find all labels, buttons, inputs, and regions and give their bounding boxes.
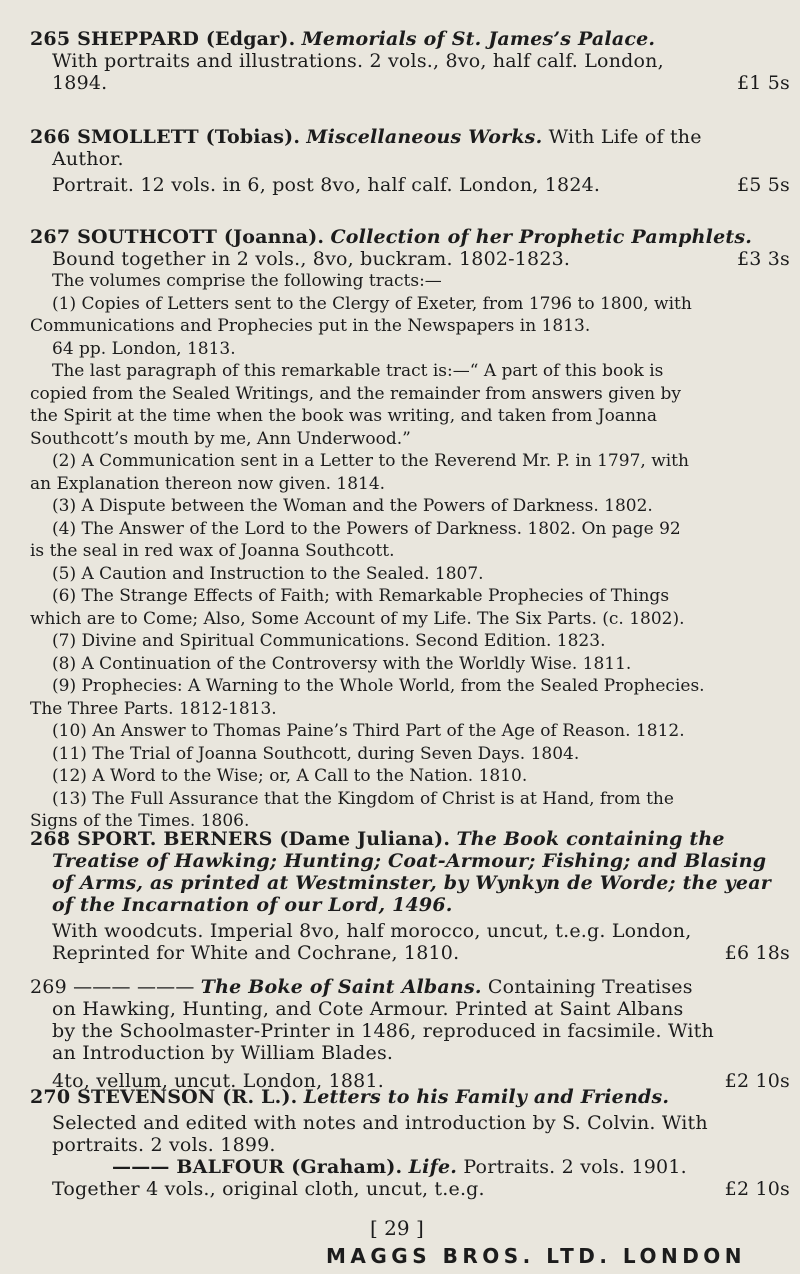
entry-description: portraits. 2 vols. 1899. bbox=[52, 1134, 276, 1156]
tract-list bbox=[30, 270, 790, 833]
entry-heading: 265 SHEPPARD (Edgar). bbox=[30, 28, 296, 50]
tract-line: (3) A Dispute between the Woman and the Powers of Darkness. 1802. bbox=[52, 496, 653, 516]
tract-line: Southcott’s mouth by me, Ann Underwood.” bbox=[30, 428, 411, 449]
entry-description: Together 4 vols., original cloth, uncut, t.e.g. £2 10s bbox=[52, 1178, 790, 1200]
entry-title: Collection of her Prophetic Pamphlets. bbox=[330, 226, 753, 248]
tract-line: (2) A Communication sent in a Letter to the Reverend Mr. P. in 1797, with bbox=[52, 451, 689, 471]
tract-line: The Three Parts. 1812-1813. bbox=[30, 698, 277, 719]
entry-description: an Introduction by William Blades. bbox=[52, 1042, 394, 1064]
entry-description: Bound together in 2 vols., 8vo, buckram. 1802-1823. £3 3s bbox=[52, 248, 790, 270]
tract-line: (1) Copies of Letters sent to the Clergy of Exeter, from 1796 to 1800, with bbox=[52, 293, 692, 314]
page-number: [ 29 ] bbox=[370, 1216, 424, 1240]
entry-description: With woodcuts. Imperial 8vo, half morocco, uncut, t.e.g. London, bbox=[52, 920, 692, 942]
entry-subtitle: Containing Treatises bbox=[487, 976, 693, 998]
entry-title: Letters to his Family and Friends. bbox=[303, 1086, 670, 1108]
tract-line: (13) The Full Assurance that the Kingdom of Christ is at Hand, from the bbox=[52, 788, 674, 809]
tract-line: (4) The Answer of the Lord to the Powers of Darkness. 1802. On page 92 bbox=[52, 518, 681, 539]
price: £2 10s bbox=[724, 1178, 790, 1200]
publisher-footer: MAGGS BROS. LTD. LONDON bbox=[326, 1244, 747, 1268]
tract-line: which are to Come; Also, Some Account of my Life. The Six Parts. (c. 1802). bbox=[30, 608, 685, 629]
entry-268 bbox=[30, 828, 790, 964]
tract-line: (5) A Caution and Instruction to the Sealed. 1807. bbox=[52, 563, 484, 584]
price: £6 18s bbox=[724, 942, 790, 964]
entry-description: on Hawking, Hunting, and Cote Armour. Printed at Saint Albans bbox=[52, 998, 684, 1020]
entry-sub-heading: ——— BALFOUR (Graham). Life. Portraits. 2 vols. 1901. bbox=[112, 1156, 687, 1178]
tract-line: copied from the Sealed Writings, and the remainder from answers given by bbox=[30, 383, 681, 404]
tract-line: (12) A Word to the Wise; or, A Call to the Nation. 1810. bbox=[52, 766, 528, 786]
entry-description: Reprinted for White and Cochrane, 1810. £6 18s bbox=[52, 942, 790, 964]
entry-description: by the Schoolmaster-Printer in 1486, reproduced in facsimile. With bbox=[52, 1020, 714, 1042]
entry-title-continued: of Arms, as printed at Westminster, by Wynkyn de Worde; the year bbox=[52, 872, 771, 894]
entry-title-continued: of the Incarnation of our Lord, 1496. bbox=[52, 894, 453, 916]
tract-line: The volumes comprise the following tracts:— bbox=[52, 271, 442, 291]
tract-line: (8) A Continuation of the Controversy with the Worldly Wise. 1811. bbox=[52, 653, 632, 674]
entry-heading: 269 ——— ——— bbox=[30, 976, 195, 998]
tract-line: Communications and Prophecies put in the Newspapers in 1813. bbox=[30, 316, 591, 336]
entry-title: Miscellaneous Works. bbox=[306, 126, 543, 148]
entry-265 bbox=[30, 28, 790, 94]
entry-description: 1894. £1 5s bbox=[52, 72, 790, 94]
tract-line: Signs of the Times. 1806. bbox=[30, 811, 250, 831]
entry-heading: 268 SPORT. BERNERS (Dame Juliana). bbox=[30, 828, 451, 850]
tract-line: an Explanation thereon now given. 1814. bbox=[30, 473, 386, 494]
entry-description: With portraits and illustrations. 2 vols., 8vo, half calf. London, bbox=[52, 50, 664, 72]
entry-heading: 270 STEVENSON (R. L.). bbox=[30, 1086, 298, 1108]
entry-description: Author. bbox=[52, 148, 124, 170]
tract-line: (11) The Trial of Joanna Southcott, during Seven Days. 1804. bbox=[52, 743, 580, 764]
tract-line: (6) The Strange Effects of Faith; with Remarkable Prophecies of Things bbox=[52, 586, 670, 606]
entry-269 bbox=[30, 976, 790, 1092]
tract-line: the Spirit at the time when the book was writing, and taken from Joanna bbox=[30, 406, 657, 426]
entry-266 bbox=[30, 126, 790, 196]
price: £3 3s bbox=[736, 248, 790, 270]
entry-270 bbox=[30, 1086, 790, 1200]
entry-title-continued: Treatise of Hawking; Hunting; Coat-Armour; Fishing; and Blasing bbox=[52, 850, 767, 872]
price: £2 10s bbox=[724, 1070, 790, 1092]
entry-267 bbox=[30, 226, 790, 833]
tract-line: 64 pp. London, 1813. bbox=[52, 338, 236, 359]
entry-title: The Boke of Saint Albans. bbox=[200, 976, 482, 998]
entry-subtitle: With Life of the bbox=[548, 126, 702, 148]
entry-description: 4to, vellum, uncut. London, 1881. £2 10s bbox=[52, 1070, 790, 1092]
tract-line: (9) Prophecies: A Warning to the Whole World, from the Sealed Prophecies. bbox=[52, 676, 705, 696]
entry-title: Memorials of St. James’s Palace. bbox=[301, 28, 656, 50]
tract-line: The last paragraph of this remarkable tract is:—“ A part of this book is bbox=[52, 361, 664, 381]
price: £1 5s bbox=[736, 72, 790, 94]
entry-title: The Book containing the bbox=[456, 828, 725, 850]
entry-description: Selected and edited with notes and introduction by S. Colvin. With bbox=[52, 1112, 708, 1134]
tract-line: is the seal in red wax of Joanna Southcott. bbox=[30, 541, 395, 561]
entry-description: Portrait. 12 vols. in 6, post 8vo, half calf. London, 1824. £5 5s bbox=[52, 174, 790, 196]
price: £5 5s bbox=[736, 174, 790, 196]
entry-heading: 266 SMOLLETT (Tobias). bbox=[30, 126, 301, 148]
tract-line: (10) An Answer to Thomas Paine’s Third Part of the Age of Reason. 1812. bbox=[52, 721, 685, 741]
entry-heading: 267 SOUTHCOTT (Joanna). bbox=[30, 226, 325, 248]
tract-line: (7) Divine and Spiritual Communications. Second Edition. 1823. bbox=[52, 631, 606, 651]
